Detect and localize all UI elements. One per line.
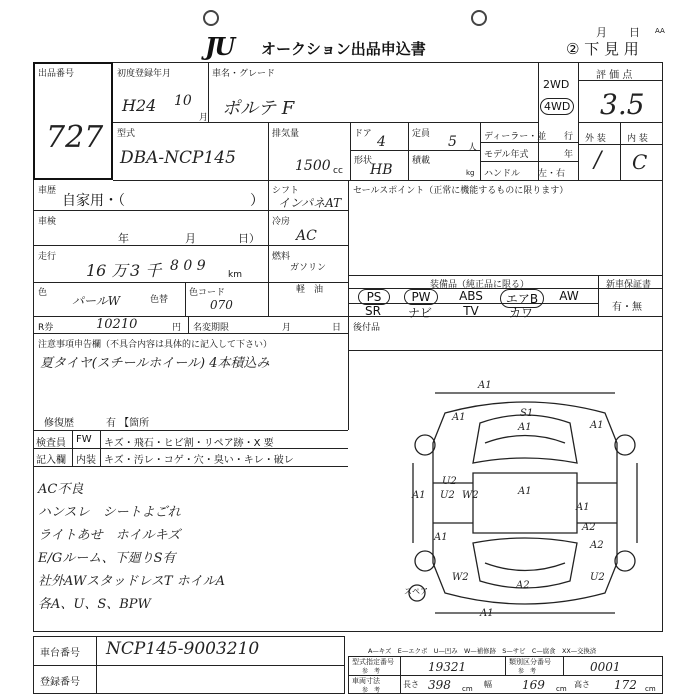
size-label: 車両寸法	[352, 677, 380, 685]
damage-mark: A1	[518, 486, 532, 497]
exterior-value: /	[594, 148, 602, 173]
equip-sr[interactable]: SR	[365, 304, 381, 318]
comment-line: 各A、U、S、BPW	[38, 597, 151, 612]
warranty-label: 新車保証書	[606, 280, 652, 290]
repair-label: 修復歴	[44, 418, 74, 429]
first-reg-month: 10	[174, 93, 192, 109]
shift-label: シフト	[272, 186, 300, 196]
comment-line: 社外AWスタッドレスT ホイルA	[38, 574, 226, 589]
auction-logo: JU	[205, 32, 234, 61]
damage-mark: A2	[590, 540, 604, 551]
first-reg-label: 初度登録年月	[117, 69, 172, 79]
damage-mark: A1	[412, 490, 426, 501]
equipment-label: 装備品（純正品に限る）	[430, 280, 530, 290]
comment-line: ハンスレ シートよごれ	[38, 505, 181, 520]
fw-items: キズ・飛石・ヒビ割・リペア跡・X 要	[104, 438, 274, 449]
dealer-unit: 行	[564, 132, 574, 142]
damage-mark: W2	[462, 490, 479, 501]
vehicle-type-close: ）	[250, 193, 264, 209]
punch-hole	[203, 10, 219, 26]
damage-mark: U2	[440, 490, 455, 501]
color-value: パールW	[72, 294, 121, 308]
length-value: 398	[428, 678, 451, 692]
equip-leather[interactable]: カワ	[508, 306, 533, 320]
type-cert-ref: 参 考	[362, 668, 381, 675]
recycle-label: R券	[38, 323, 54, 333]
damage-mark: A1	[590, 420, 604, 431]
color-shade-label: 色替	[150, 295, 169, 305]
displacement-label: 排気量	[272, 129, 300, 139]
damage-mark: U2	[590, 572, 605, 583]
shape-label: 形状	[354, 156, 373, 166]
class-label: 類別区分番号	[509, 658, 551, 666]
vehicle-type-label: 車歴	[38, 186, 57, 196]
length-unit: cm	[462, 685, 473, 693]
mileage-unit: km	[228, 270, 242, 280]
registration-label: 登録番号	[40, 677, 80, 688]
shift-value: インパネAT	[278, 196, 342, 210]
type-cert-value: 19321	[428, 660, 467, 674]
load-label: 積載	[412, 156, 431, 166]
comment-line: ライトあせ ホイルキズ	[38, 528, 181, 543]
exterior-label: 外 装	[585, 134, 606, 144]
handle-options: 左・右	[538, 169, 566, 179]
damage-mark: A2	[516, 580, 530, 591]
spare-label: スペア	[404, 587, 428, 596]
mileage-sen: 3 千	[130, 261, 162, 280]
sales-point-label: セールスポイント（正常に機能するものに限ります）	[353, 186, 569, 196]
height-label: 高さ	[574, 680, 590, 689]
rating-value: 3.5	[600, 88, 645, 121]
notes-text: 夏タイヤ(スチールホイール) 4本積込み	[40, 356, 270, 371]
recycle-unit: 円	[172, 323, 182, 333]
chassis-value: NCP145-9003210	[106, 639, 260, 659]
name-change-month: 月	[282, 323, 292, 333]
comments	[38, 478, 338, 616]
inspection-year: 年	[118, 232, 129, 245]
form-title: オークション出品申込書	[261, 40, 426, 58]
notes-label: 注意事項申告欄（不具合内容は具体的に記入して下さい）	[38, 340, 273, 350]
equip-airbag[interactable]: エアB	[500, 289, 544, 308]
damage-mark: A1	[576, 502, 590, 513]
aircon-label: 冷房	[272, 217, 291, 227]
comment-line: E/Gルーム、下廻りS有	[38, 551, 176, 566]
repair-value: 有 【箇所	[106, 418, 150, 429]
inspector-label-1: 検査員	[36, 438, 66, 449]
damage-mark: A1	[452, 412, 466, 423]
interior-inspect-items: キズ・汚レ・コゲ・穴・臭い・キレ・破レ	[104, 455, 294, 466]
color-label: 色	[38, 288, 48, 298]
damage-mark: A1	[518, 422, 532, 433]
equip-abs[interactable]: ABS	[459, 289, 483, 303]
color-code-label: 色コード	[189, 288, 226, 298]
drive-2wd[interactable]: 2WD	[543, 78, 570, 91]
car-name-label: 車名・グレード	[212, 69, 276, 79]
damage-mark: A1	[480, 608, 494, 619]
damage-mark: A1	[434, 532, 448, 543]
doors-value: 4	[377, 134, 386, 150]
punch-hole	[471, 10, 487, 26]
drive-4wd[interactable]: 4WD	[540, 98, 574, 115]
vehicle-type-value: 自家用・（	[62, 193, 125, 209]
damage-mark: A2	[582, 522, 596, 533]
first-reg-year: H24	[122, 96, 157, 115]
car-name-value: ポルテ F	[222, 98, 295, 119]
inspection-label: 車検	[38, 217, 57, 227]
model-label: 型式	[117, 129, 136, 139]
width-value: 169	[522, 678, 545, 692]
damage-legend: A—キズ E—エクボ U—凹み W—補修跡 S—サビ C—腐食 XX—交換済	[368, 647, 597, 655]
load-unit: kg	[466, 169, 475, 177]
size-ref: 参 考	[362, 687, 381, 694]
mileage-label: 走行	[38, 252, 57, 262]
displacement-value: 1500	[295, 158, 331, 174]
capacity-value: 5	[448, 134, 457, 150]
inspector-label-2: 記入欄	[36, 455, 66, 466]
height-value: 172	[614, 678, 637, 692]
rating-label: 評 価 点	[596, 70, 633, 81]
doors-label: ドア	[354, 129, 372, 139]
class-ref: 参 考	[518, 668, 537, 675]
model-year-unit: 年	[564, 150, 574, 160]
interior-value: C	[632, 150, 648, 174]
color-code-value: 070	[210, 298, 233, 312]
model-year-label: モデル年式	[484, 150, 529, 160]
aircon-value: AC	[296, 228, 317, 244]
dealer-label: ディーラー・並	[484, 132, 547, 142]
lot-number-label: 出品番号	[38, 69, 75, 79]
name-change-day: 日	[332, 323, 342, 333]
chassis-label: 車台番号	[40, 648, 80, 659]
fuel-option-2[interactable]: 軽 油	[296, 285, 324, 295]
interior-inspect-label: 内装	[76, 455, 96, 466]
damage-mark: A1	[478, 380, 492, 391]
name-change-label: 名変期限	[193, 323, 230, 333]
fuel-option-1[interactable]: ガソリン	[290, 263, 327, 273]
fw-label: FW	[76, 434, 92, 445]
mileage-rest: 8 0 9	[170, 258, 206, 274]
header	[205, 34, 465, 60]
equip-aw[interactable]: AW	[559, 289, 579, 303]
type-cert-label: 型式指定番号	[352, 658, 394, 666]
recycle-value: 10210	[96, 317, 138, 332]
handle-label: ハンドル	[484, 169, 521, 179]
lot-number-value: 727	[46, 120, 104, 155]
equip-navi[interactable]: ナビ	[407, 306, 432, 320]
equip-ps[interactable]: PS	[358, 289, 390, 305]
comment-line: AC不良	[38, 482, 84, 497]
aftermarket-label: 後付品	[353, 323, 381, 333]
damage-mark: U2	[442, 476, 457, 487]
equip-pw[interactable]: PW	[404, 289, 438, 305]
interior-label: 内 装	[627, 134, 648, 144]
date-suffix: AA	[655, 27, 665, 35]
equip-tv[interactable]: TV	[463, 304, 479, 318]
inspection-month: 月	[185, 232, 196, 245]
copy-label: ② 下 見 用	[566, 40, 639, 58]
first-reg-month-unit: 月	[199, 113, 209, 123]
class-value: 0001	[590, 660, 621, 674]
damage-mark: W2	[452, 572, 469, 583]
capacity-label: 定員	[412, 129, 431, 139]
capacity-unit: 人	[468, 143, 478, 153]
damage-mark: S1	[520, 408, 534, 419]
mileage-man: 16 万	[86, 261, 128, 280]
width-label: 幅	[484, 680, 492, 689]
fuel-label: 燃料	[272, 252, 291, 262]
displacement-unit: cc	[333, 166, 343, 176]
date-label: 月 日	[596, 26, 640, 39]
model-value: DBA-NCP145	[120, 148, 236, 168]
shape-value: HB	[370, 162, 393, 178]
height-unit: cm	[645, 685, 656, 693]
inspection-day: 日）	[238, 232, 260, 245]
length-label: 長さ	[403, 680, 419, 689]
warranty-value[interactable]: 有・無	[612, 302, 642, 313]
width-unit: cm	[556, 685, 567, 693]
